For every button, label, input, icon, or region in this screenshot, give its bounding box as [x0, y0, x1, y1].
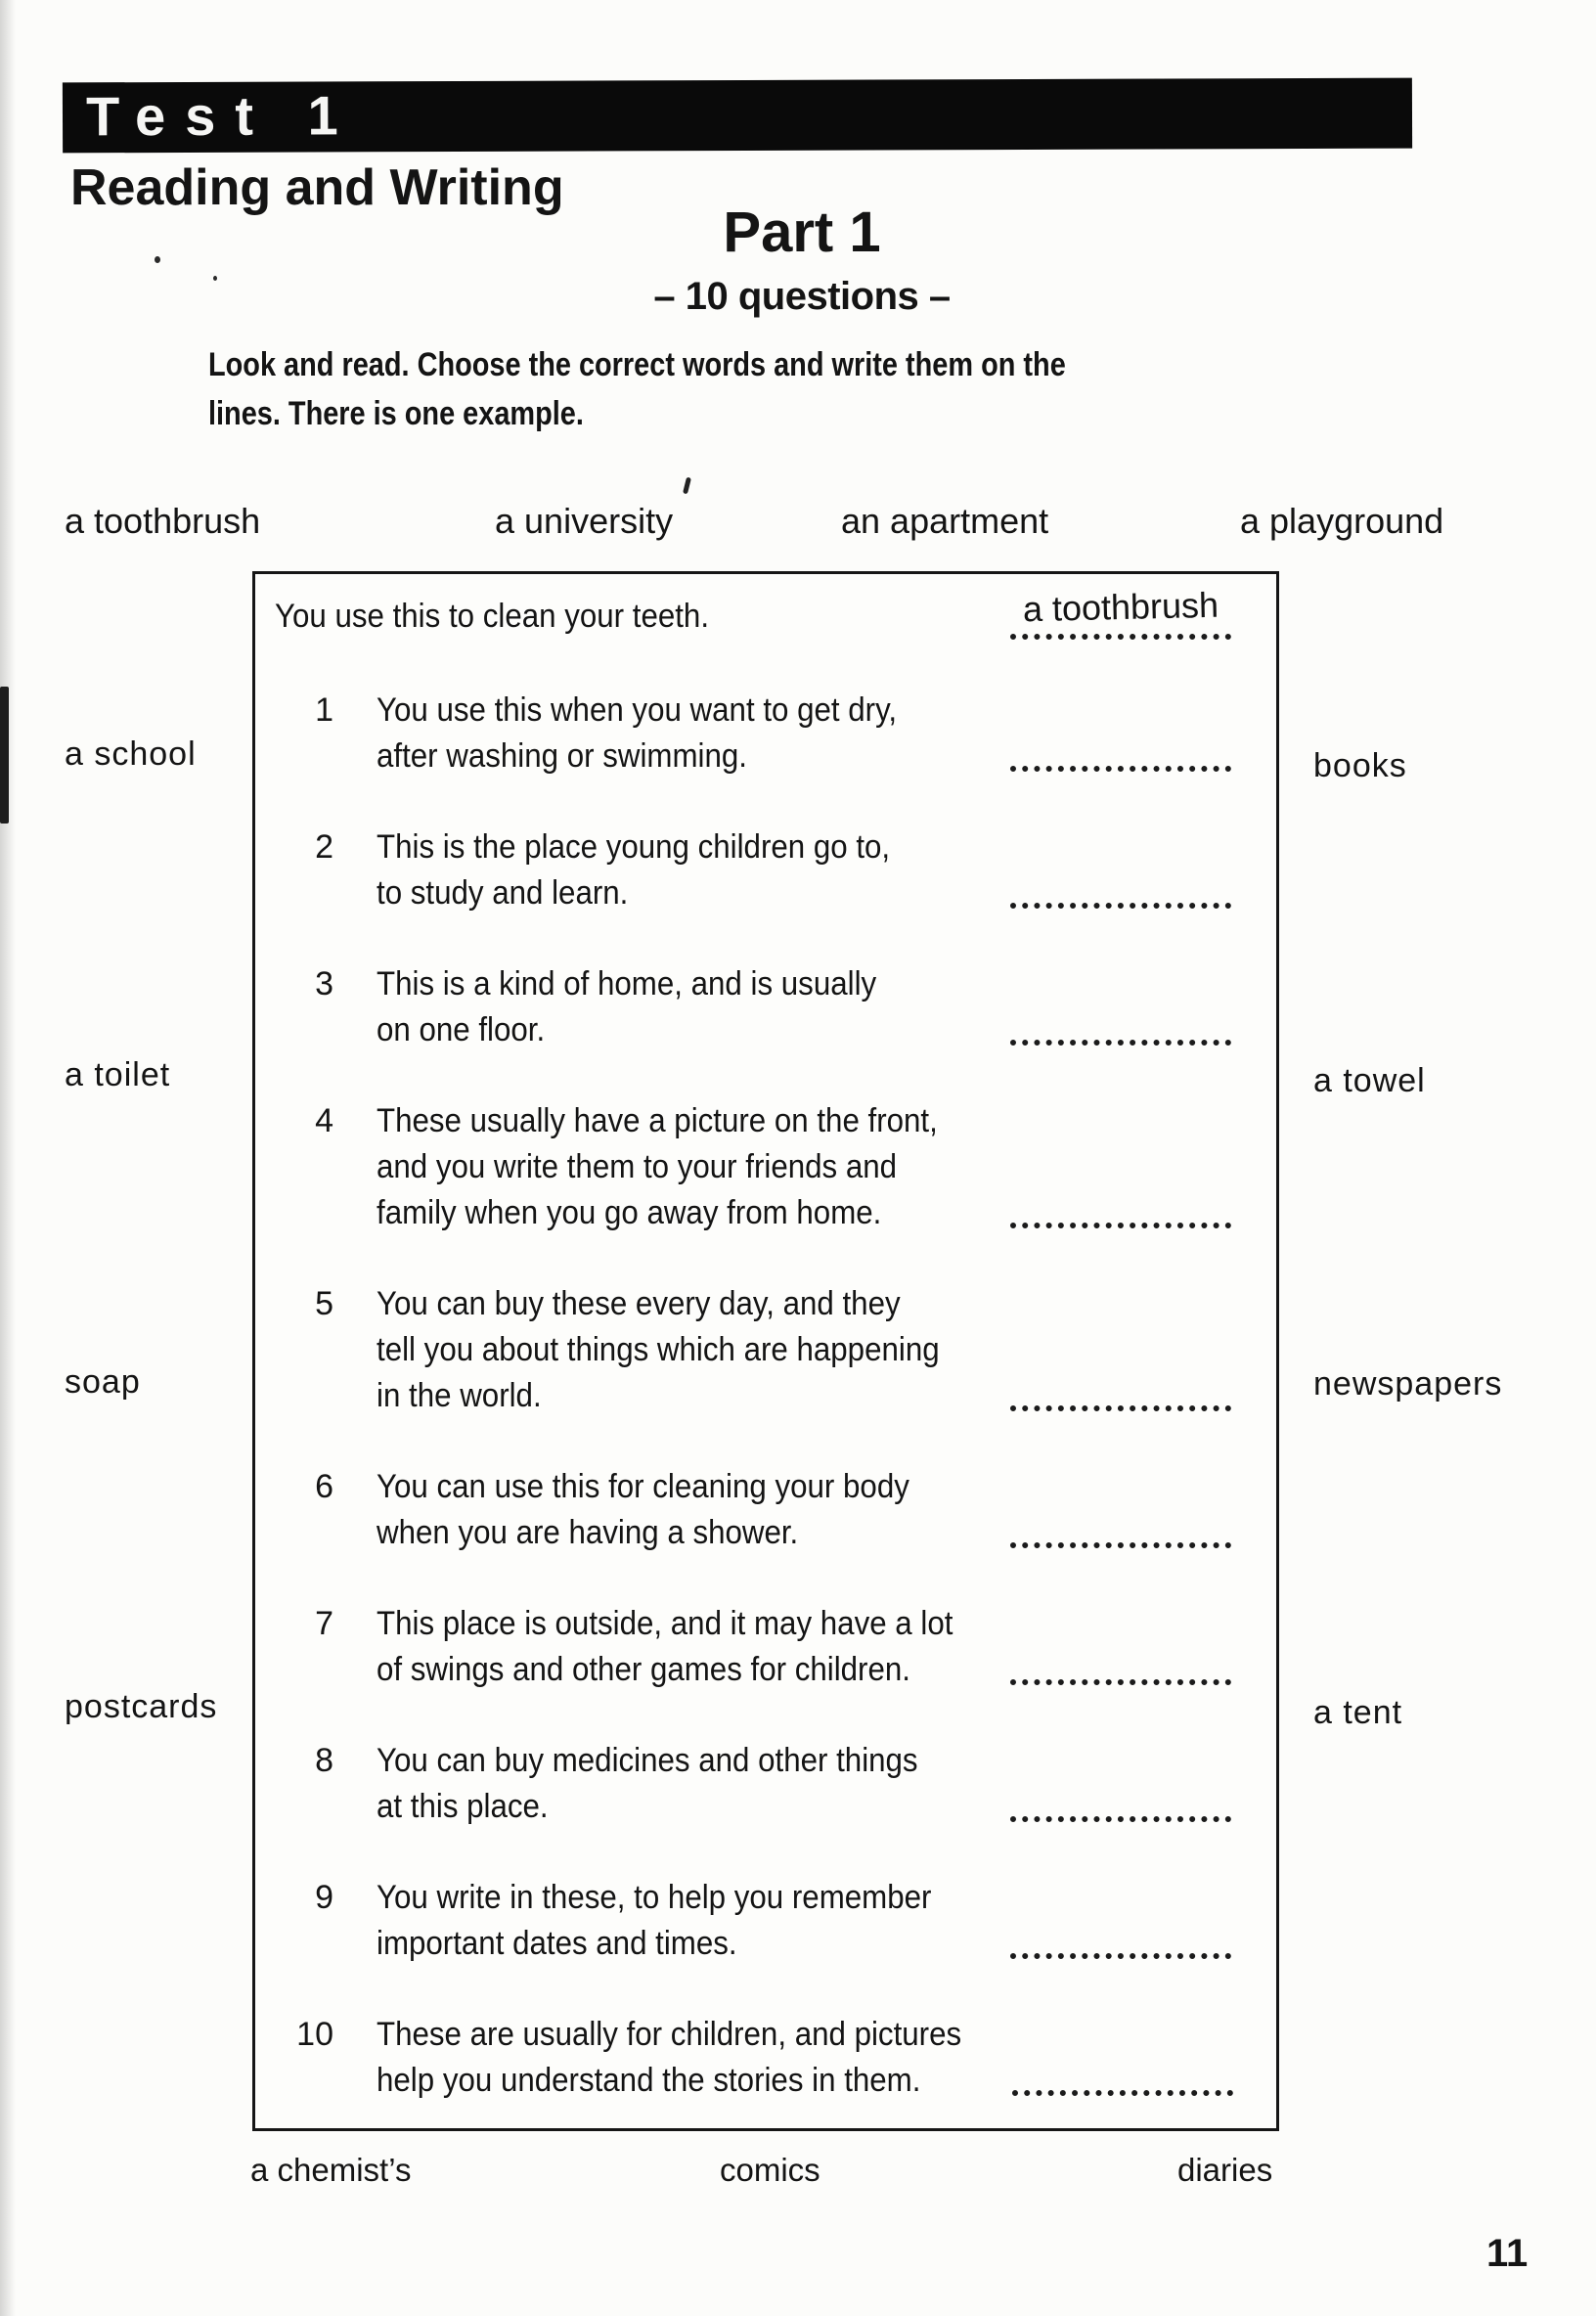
scan-speck	[155, 256, 160, 263]
question-number: 9	[315, 1879, 333, 1916]
question-number: 7	[315, 1605, 333, 1642]
question-line: You use this when you want to get dry,	[377, 691, 898, 729]
answer-write-line[interactable]	[1010, 766, 1231, 772]
scan-edge-shade	[0, 0, 16, 2316]
question-line: You write in these, to help you remember	[377, 1879, 932, 1916]
scan-tick-mark	[683, 477, 691, 495]
question-line: important dates and times.	[377, 1925, 737, 1962]
example-answer-block	[1010, 584, 1231, 645]
question-line: after washing or swimming.	[377, 737, 747, 775]
question-text	[377, 1281, 1010, 1419]
question-row	[275, 1601, 1231, 1693]
instructions-line-2: lines. There is one example.	[208, 395, 584, 432]
question-number: 2	[315, 828, 333, 866]
question-text	[377, 1875, 1010, 1967]
question-row	[275, 1464, 1231, 1556]
scan-speck	[213, 276, 217, 281]
page-number: 11	[1486, 2232, 1529, 2275]
question-text	[377, 1098, 1010, 1236]
test-banner	[63, 78, 1412, 154]
word-option-postcards: postcards	[65, 1688, 218, 1725]
question-row	[275, 1098, 1231, 1236]
question-line: in the world.	[377, 1377, 542, 1414]
question-text	[377, 1738, 1010, 1830]
part-title: Part 1	[723, 200, 881, 264]
word-option-soap: soap	[65, 1363, 141, 1401]
question-line: on one floor.	[377, 1011, 546, 1048]
question-row	[275, 688, 1231, 779]
answer-write-line[interactable]	[1010, 1679, 1231, 1685]
question-line: This is a kind of home, and is usually	[377, 965, 877, 1002]
answer-write-line[interactable]	[1010, 1223, 1231, 1228]
question-text	[377, 1601, 1010, 1693]
question-text	[377, 688, 1010, 779]
question-number: 6	[315, 1468, 333, 1505]
instructions-line-1: Look and read. Choose the correct words and write them on the	[208, 346, 1066, 383]
question-row	[275, 1738, 1231, 1830]
part-heading-block	[509, 200, 1095, 319]
instructions	[208, 340, 1066, 438]
word-option-diaries: diaries	[1177, 2152, 1273, 2188]
question-text	[377, 824, 1010, 916]
question-line: You can buy medicines and other things	[377, 1742, 918, 1779]
answer-write-line[interactable]	[1010, 1405, 1231, 1411]
example-answer-line	[1010, 634, 1231, 640]
question-number: 8	[315, 1742, 333, 1779]
word-option-a-tent: a tent	[1313, 1694, 1403, 1731]
question-row	[275, 961, 1231, 1053]
question-box	[252, 571, 1279, 2131]
question-row	[275, 824, 1231, 916]
word-option-a-university: a university	[495, 501, 674, 541]
question-line: when you are having a shower.	[377, 1514, 799, 1551]
word-option-a-chemists: a chemist’s	[250, 2152, 412, 2188]
question-line: This place is outside, and it may have a lot	[377, 1605, 953, 1642]
question-text	[377, 961, 1010, 1053]
example-prompt: You use this to clean your teeth.	[275, 598, 710, 635]
word-option-a-school: a school	[65, 735, 197, 773]
answer-write-line[interactable]	[1010, 1040, 1231, 1046]
word-option-a-playground: a playground	[1240, 501, 1444, 541]
question-line: at this place.	[377, 1788, 549, 1825]
question-row	[275, 1875, 1231, 1967]
word-option-books: books	[1313, 747, 1407, 784]
question-number: 3	[315, 965, 333, 1002]
scan-edge-mark	[0, 687, 9, 824]
question-line: to study and learn.	[377, 874, 629, 912]
question-row	[275, 1281, 1231, 1419]
question-line: You can buy these every day, and they	[377, 1285, 901, 1322]
question-number: 4	[315, 1102, 333, 1139]
question-line: tell you about things which are happening	[377, 1331, 940, 1368]
question-line: This is the place young children go to,	[377, 828, 891, 866]
answer-write-line[interactable]	[1012, 2090, 1233, 2096]
test-banner-label: Test 1	[85, 84, 358, 148]
question-line: help you understand the stories in them.	[377, 2062, 921, 2099]
section-title: Reading and Writing	[70, 159, 564, 216]
answer-write-line[interactable]	[1010, 1542, 1231, 1548]
word-option-comics: comics	[720, 2152, 820, 2188]
question-line: These are usually for children, and pictures	[377, 2016, 962, 2053]
answer-write-line[interactable]	[1010, 1816, 1231, 1822]
question-line: of swings and other games for children.	[377, 1651, 910, 1688]
questions-list	[275, 688, 1231, 2104]
part-subtitle: – 10 questions –	[653, 275, 951, 318]
question-text	[377, 2012, 1012, 2104]
question-number: 10	[296, 2016, 333, 2053]
question-line: family when you go away from home.	[377, 1194, 882, 1231]
question-line: and you write them to your friends and	[377, 1148, 898, 1185]
word-option-an-apartment: an apartment	[841, 501, 1049, 541]
example-row	[275, 584, 1231, 645]
word-option-a-towel: a towel	[1313, 1062, 1426, 1099]
question-line: These usually have a picture on the front,	[377, 1102, 938, 1139]
question-number: 1	[315, 691, 333, 729]
question-row	[275, 2012, 1231, 2104]
example-answer-handwritten: a toothbrush	[1022, 584, 1219, 630]
question-number: 5	[315, 1285, 333, 1322]
question-line: You can use this for cleaning your body	[377, 1468, 909, 1505]
answer-write-line[interactable]	[1010, 903, 1231, 909]
word-option-a-toothbrush: a toothbrush	[65, 501, 261, 541]
word-option-newspapers: newspapers	[1313, 1365, 1503, 1403]
word-option-a-toilet: a toilet	[65, 1056, 171, 1093]
answer-write-line[interactable]	[1010, 1953, 1231, 1959]
question-text	[377, 1464, 1010, 1556]
